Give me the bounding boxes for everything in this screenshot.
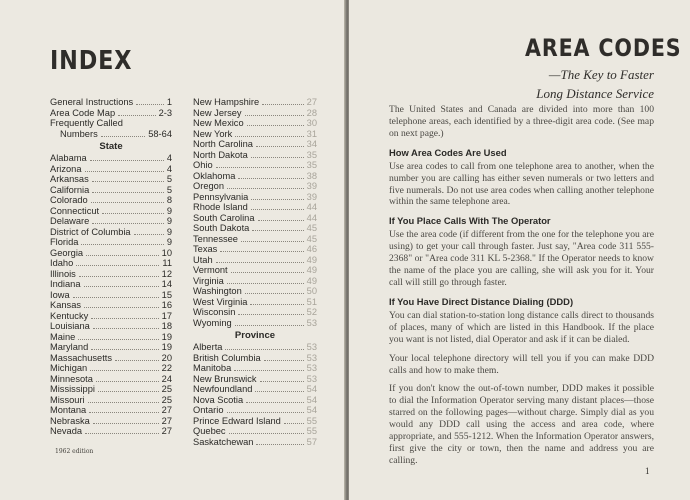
index-entry-name: Nevada <box>50 426 83 436</box>
index-entry-name: Nova Scotia <box>193 394 244 405</box>
index-entry-name: Massachusetts <box>50 352 113 363</box>
index-entry-name: Texas <box>193 244 218 254</box>
dot-leader <box>85 171 164 172</box>
index-entry-name: Vermont <box>193 265 228 275</box>
index-entry-page: 55 <box>306 426 317 436</box>
dot-leader <box>78 339 158 340</box>
area-codes-title: AREA CODES <box>525 34 682 62</box>
index-entry <box>193 405 317 416</box>
index-entry-name: New Hampshire <box>193 97 260 107</box>
index-entry <box>193 307 317 318</box>
index-entry <box>50 185 172 196</box>
dot-leader <box>251 157 304 158</box>
dot-leader <box>98 391 159 392</box>
index-entry <box>50 416 172 427</box>
index-entry <box>193 353 317 364</box>
index-entry-name: Kansas <box>50 300 82 310</box>
index-entry <box>50 258 172 269</box>
index-entry-page: 49 <box>306 265 317 275</box>
index-entry-name: Virginia <box>193 275 224 286</box>
dot-leader <box>247 125 304 126</box>
index-entry-page: 55 <box>306 415 317 426</box>
index-entry <box>193 97 317 108</box>
index-entry-page: 35 <box>306 160 317 170</box>
dot-leader <box>96 381 159 382</box>
index-entry-page: 4 <box>166 163 172 174</box>
dot-leader <box>92 192 164 193</box>
index-entry-name: Georgia <box>50 247 84 258</box>
index-entry-page: 49 <box>306 254 317 265</box>
index-entry-name: Quebec <box>193 426 226 436</box>
index-column-2 <box>193 97 317 447</box>
index-entry-name: Area Code Map <box>50 107 116 118</box>
dot-leader <box>73 297 159 298</box>
index-entry-name: Pennsylvania <box>193 191 249 202</box>
index-entry-page: 57 <box>306 436 317 447</box>
index-entry <box>50 332 172 343</box>
index-entry <box>193 213 317 224</box>
index-entry-page: 45 <box>306 223 317 233</box>
index-entry-name: Louisiana <box>50 321 90 331</box>
dot-leader <box>260 381 304 382</box>
section-paragraph: You can dial station-to-station long distance calls direct to thousands of places, many of which are listed in this Handbook. If the place you want is not listed, dial Operator and ask if it can be dialed. <box>389 309 654 345</box>
section-heading: How Area Codes Are Used <box>389 146 507 158</box>
index-entry-name: Minnesota <box>50 373 93 384</box>
dot-leader <box>220 251 303 252</box>
index-entry-page: 50 <box>306 286 317 296</box>
index-entry-name: Utah <box>193 254 213 265</box>
index-entry-page: 9 <box>166 205 172 216</box>
index-entry-name: New Brunswick <box>193 373 257 384</box>
dot-leader <box>79 276 159 277</box>
index-entry <box>193 108 317 119</box>
dot-leader <box>88 402 159 403</box>
dot-leader <box>264 360 304 361</box>
index-entry-page: 27 <box>161 426 172 436</box>
index-entry-page: 53 <box>306 363 317 373</box>
index-entry-name: Saskatchewan <box>193 436 254 447</box>
index-entry-page: 4 <box>166 153 172 163</box>
index-entry <box>50 129 172 140</box>
index-entry-page: 54 <box>306 405 317 415</box>
index-entry-name: Maryland <box>50 342 89 352</box>
index-entry-name: Idaho <box>50 258 74 268</box>
index-entry-name: Oregon <box>193 181 225 191</box>
intro-paragraph: The United States and Canada are divided into more than 100 telephone areas, each identified by a three-digit area code. (See map on next page.) <box>389 104 654 139</box>
index-entry <box>193 160 317 171</box>
index-entry-name: British Columbia <box>193 352 261 363</box>
index-entry-page: 18 <box>161 321 172 331</box>
province-heading: Province <box>234 330 276 341</box>
index-entry <box>50 363 172 374</box>
index-entry-page: 35 <box>306 149 317 160</box>
section-paragraph: Use area codes to call from one telephone area to another, when the number you are calling has either seven numerals or two letters and five numerals. Do not use area codes when calling another telephone within the same telephone area. <box>389 160 654 208</box>
index-entry <box>193 374 317 385</box>
index-entry <box>193 297 317 308</box>
dot-leader <box>216 262 304 263</box>
dot-leader <box>136 104 164 105</box>
index-entry-page: 15 <box>161 289 172 300</box>
index-entry <box>193 384 317 395</box>
index-entry <box>193 416 317 427</box>
index-entry-name: Kentucky <box>50 310 89 321</box>
index-entry <box>50 237 172 248</box>
dot-leader <box>250 304 303 305</box>
dot-leader <box>262 104 304 105</box>
index-entry-name: Alabama <box>50 153 87 163</box>
index-entry-page: 58-64 <box>148 128 172 139</box>
index-entry-page: 11 <box>162 258 172 268</box>
index-entry-name: Connecticut <box>50 205 100 216</box>
index-entry-page: 9 <box>166 216 172 226</box>
index-entry-name: Arizona <box>50 163 82 174</box>
dot-leader <box>256 444 303 445</box>
state-heading: State <box>99 141 123 152</box>
dot-leader <box>86 255 159 256</box>
dot-leader <box>92 223 164 224</box>
index-entry <box>193 395 317 406</box>
index-entry <box>50 153 172 164</box>
dot-leader <box>84 307 159 308</box>
index-entry-name: Delaware <box>50 216 90 226</box>
index-entry-page: 25 <box>161 384 172 394</box>
subtitle-line-2: Long Distance Service <box>536 86 654 101</box>
dot-leader <box>245 115 304 116</box>
dot-leader <box>234 370 303 371</box>
index-entry <box>193 276 317 287</box>
index-entry <box>193 202 317 213</box>
index-entry-page: 46 <box>306 244 317 254</box>
index-entry <box>193 234 317 245</box>
dot-leader <box>229 433 304 434</box>
index-entry-name: South Carolina <box>193 212 255 223</box>
index-entry <box>193 192 317 203</box>
index-entry-page: 34 <box>306 139 317 149</box>
index-entry-page: 27 <box>161 415 172 426</box>
dot-leader <box>251 199 303 200</box>
index-entry-page: 31 <box>306 128 317 139</box>
dot-leader <box>90 370 158 371</box>
index-title: INDEX <box>50 46 133 76</box>
index-entry <box>193 171 317 182</box>
index-entry <box>193 255 317 266</box>
index-entry <box>193 129 317 140</box>
index-entry-page: 49 <box>306 275 317 286</box>
dot-leader <box>76 265 159 266</box>
dot-leader <box>93 328 159 329</box>
section-paragraph: Your local telephone directory will tell you if you can make DDD calls and how to make them. <box>389 352 654 376</box>
index-entry-page: 5 <box>166 184 172 195</box>
index-entry <box>50 353 172 364</box>
index-entry-name: Arkansas <box>50 174 89 184</box>
index-entry-name: Manitoba <box>193 363 232 373</box>
index-entry-name: Ohio <box>193 160 213 170</box>
index-entry-page: 22 <box>161 363 172 373</box>
index-entry <box>50 426 172 437</box>
dot-leader <box>81 244 163 245</box>
index-entry <box>50 321 172 332</box>
dot-leader <box>252 230 303 231</box>
index-entry <box>50 384 172 395</box>
dot-leader <box>101 136 146 137</box>
index-entry-name: Nebraska <box>50 415 90 426</box>
states-list-2 <box>193 97 317 328</box>
index-entry-name: Michigan <box>50 363 88 373</box>
section-paragraph: Use the area code (if different from the one for the telephone you are using) to get your call through faster. Just say, "Area code 311 555-2368" or "Area code 311 KL 5-2368." If the Operator needs to know the name of the place you are calling, she will ask you for it. Your call will still go through faster. <box>389 229 654 288</box>
index-entry-name: Numbers <box>60 128 98 139</box>
index-entry-page: 20 <box>161 352 172 363</box>
dot-leader <box>91 349 158 350</box>
index-entry <box>50 290 172 301</box>
dot-leader <box>258 220 304 221</box>
page-number: 1 <box>645 466 650 476</box>
dot-leader <box>102 213 164 214</box>
dot-leader <box>134 234 164 235</box>
general-list <box>50 97 172 139</box>
dot-leader <box>231 272 304 273</box>
index-entry-name: North Dakota <box>193 149 248 160</box>
provinces-list <box>193 342 317 447</box>
index-entry-name: Colorado <box>50 195 88 205</box>
dot-leader <box>91 318 158 319</box>
index-entry <box>50 279 172 290</box>
section-paragraph: If you don't know the out-of-town number, DDD makes it possible to dial the Information Operator serving many distant places—those starred on the following pages—without charge. Simply dial as you would any DDD call using the access and area code, where appropriate, and 555-1212. When the Information Operator answers, first give the city or town, then the name and address you are calling. <box>389 383 654 466</box>
dot-leader <box>235 136 303 137</box>
index-entry <box>193 139 317 150</box>
index-entry <box>193 244 317 255</box>
dot-leader <box>92 181 164 182</box>
index-entry-page: 39 <box>306 191 317 202</box>
index-entry-page: 27 <box>161 405 172 415</box>
index-entry <box>50 195 172 206</box>
index-entry-name: Frequently Called <box>50 118 123 128</box>
index-entry-page: 10 <box>161 247 172 258</box>
dot-leader <box>85 433 159 434</box>
subtitle-line-1: —The Key to Faster <box>548 67 654 82</box>
index-entry <box>50 227 172 238</box>
index-entry-name: South Dakota <box>193 223 250 233</box>
dot-leader <box>284 423 304 424</box>
index-entry-name: Prince Edward Island <box>193 415 281 426</box>
index-entry-name: Newfoundland <box>193 384 253 394</box>
index-entry-name: West Virginia <box>193 296 248 307</box>
index-entry-name: New York <box>193 128 233 139</box>
index-entry-page: 12 <box>161 268 172 279</box>
index-entry-page: 1 <box>166 97 172 107</box>
index-entry-name: Wyoming <box>193 317 232 328</box>
index-entry-page: 53 <box>306 373 317 384</box>
index-entry-name: Florida <box>50 237 79 247</box>
index-entry <box>193 426 317 437</box>
index-entry-page: 16 <box>161 300 172 310</box>
dot-leader <box>93 423 159 424</box>
index-entry-page: 25 <box>161 394 172 405</box>
dot-leader <box>255 391 303 392</box>
index-entry <box>50 311 172 322</box>
index-entry-page: 44 <box>306 202 317 212</box>
index-entry-name: California <box>50 184 90 195</box>
article-body <box>389 104 654 474</box>
index-entry-page: 53 <box>306 352 317 363</box>
section-heading: If You Have Direct Distance Dialing (DDD) <box>389 295 574 307</box>
dot-leader <box>238 178 303 179</box>
dot-leader <box>251 209 304 210</box>
index-entry-page: 9 <box>166 237 172 247</box>
index-entry-name: Maine <box>50 331 76 342</box>
dot-leader <box>225 349 303 350</box>
index-entry-name: Mississippi <box>50 384 95 394</box>
dot-leader <box>84 286 159 287</box>
dot-leader <box>235 325 304 326</box>
index-entry <box>50 374 172 385</box>
states-list-1 <box>50 153 172 437</box>
dot-leader <box>118 115 155 116</box>
dot-leader <box>238 314 303 315</box>
index-entry-page: 8 <box>166 195 172 205</box>
index-entry-name: Montana <box>50 405 87 415</box>
index-entry <box>50 108 172 119</box>
index-entry-page: 53 <box>306 342 317 352</box>
index-entry-name: Missouri <box>50 394 85 405</box>
index-entry <box>50 248 172 259</box>
index-entry <box>50 97 172 108</box>
index-entry-page: 30 <box>306 118 317 128</box>
index-entry-page: 54 <box>306 384 317 394</box>
index-entry <box>50 206 172 217</box>
dot-leader <box>246 402 304 403</box>
index-entry-page: 17 <box>161 310 172 321</box>
index-entry-page: 19 <box>161 331 172 342</box>
index-entry <box>50 395 172 406</box>
index-entry-page: 39 <box>306 181 317 191</box>
dot-leader <box>227 188 304 189</box>
index-entry-page: 24 <box>161 373 172 384</box>
index-entry-name: Washington <box>193 286 242 296</box>
index-entry-name: Alberta <box>193 342 223 352</box>
index-entry-name: New Mexico <box>193 118 244 128</box>
index-entry-page: 38 <box>306 170 317 181</box>
dot-leader <box>241 241 304 242</box>
index-entry-page: 28 <box>306 107 317 118</box>
index-entry-page: 51 <box>306 296 317 307</box>
index-entry-name: North Carolina <box>193 139 253 149</box>
index-entry-page: 19 <box>161 342 172 352</box>
index-column-1 <box>50 97 172 437</box>
index-entry-page: 14 <box>161 279 172 289</box>
dot-leader <box>256 146 304 147</box>
index-entry <box>193 265 317 276</box>
dot-leader <box>89 412 158 413</box>
index-entry <box>50 174 172 185</box>
dot-leader <box>90 160 164 161</box>
index-entry-name: Tennessee <box>193 233 238 244</box>
index-entry-page: 54 <box>306 394 317 405</box>
index-entry-page: 2-3 <box>158 107 172 118</box>
section-heading: If You Place Calls With The Operator <box>389 215 551 227</box>
dot-leader <box>227 412 304 413</box>
index-entry-page: 45 <box>306 233 317 244</box>
index-entry-name: General Instructions <box>50 97 134 107</box>
index-entry-name: Illinois <box>50 268 76 279</box>
index-entry-name: Oklahoma <box>193 170 236 181</box>
dot-leader <box>227 283 304 284</box>
index-entry <box>50 216 172 227</box>
dot-leader <box>216 167 304 168</box>
index-entry-name: Ontario <box>193 405 224 415</box>
index-entry <box>193 223 317 234</box>
index-entry <box>50 342 172 353</box>
index-entry <box>50 164 172 175</box>
index-entry <box>50 118 172 129</box>
index-entry-name: Wisconsin <box>193 307 236 317</box>
index-entry-page: 9 <box>166 226 172 237</box>
index-entry-name: New Jersey <box>193 107 242 118</box>
index-entry-page: 53 <box>306 317 317 328</box>
index-entry-name: Rhode Island <box>193 202 248 212</box>
index-entry-name: Iowa <box>50 289 70 300</box>
index-entry <box>50 300 172 311</box>
index-entry-page: 44 <box>306 212 317 223</box>
index-entry-page: 52 <box>306 307 317 317</box>
index-entry <box>193 318 317 329</box>
edition-note: 1962 edition <box>55 448 94 455</box>
index-entry <box>50 405 172 416</box>
article-sections <box>389 147 654 467</box>
index-entry <box>193 286 317 297</box>
index-entry <box>193 363 317 374</box>
dot-leader <box>245 293 304 294</box>
index-entry-page: 5 <box>166 174 172 184</box>
dot-leader <box>115 360 159 361</box>
index-entry <box>50 269 172 280</box>
dot-leader <box>91 202 164 203</box>
index-entry-page: 27 <box>306 97 317 107</box>
index-entry <box>193 437 317 448</box>
index-entry <box>193 118 317 129</box>
index-entry <box>193 150 317 161</box>
index-entry <box>193 342 317 353</box>
index-entry-name: District of Columbia <box>50 226 131 237</box>
index-entry <box>193 181 317 192</box>
index-entry-name: Indiana <box>50 279 81 289</box>
